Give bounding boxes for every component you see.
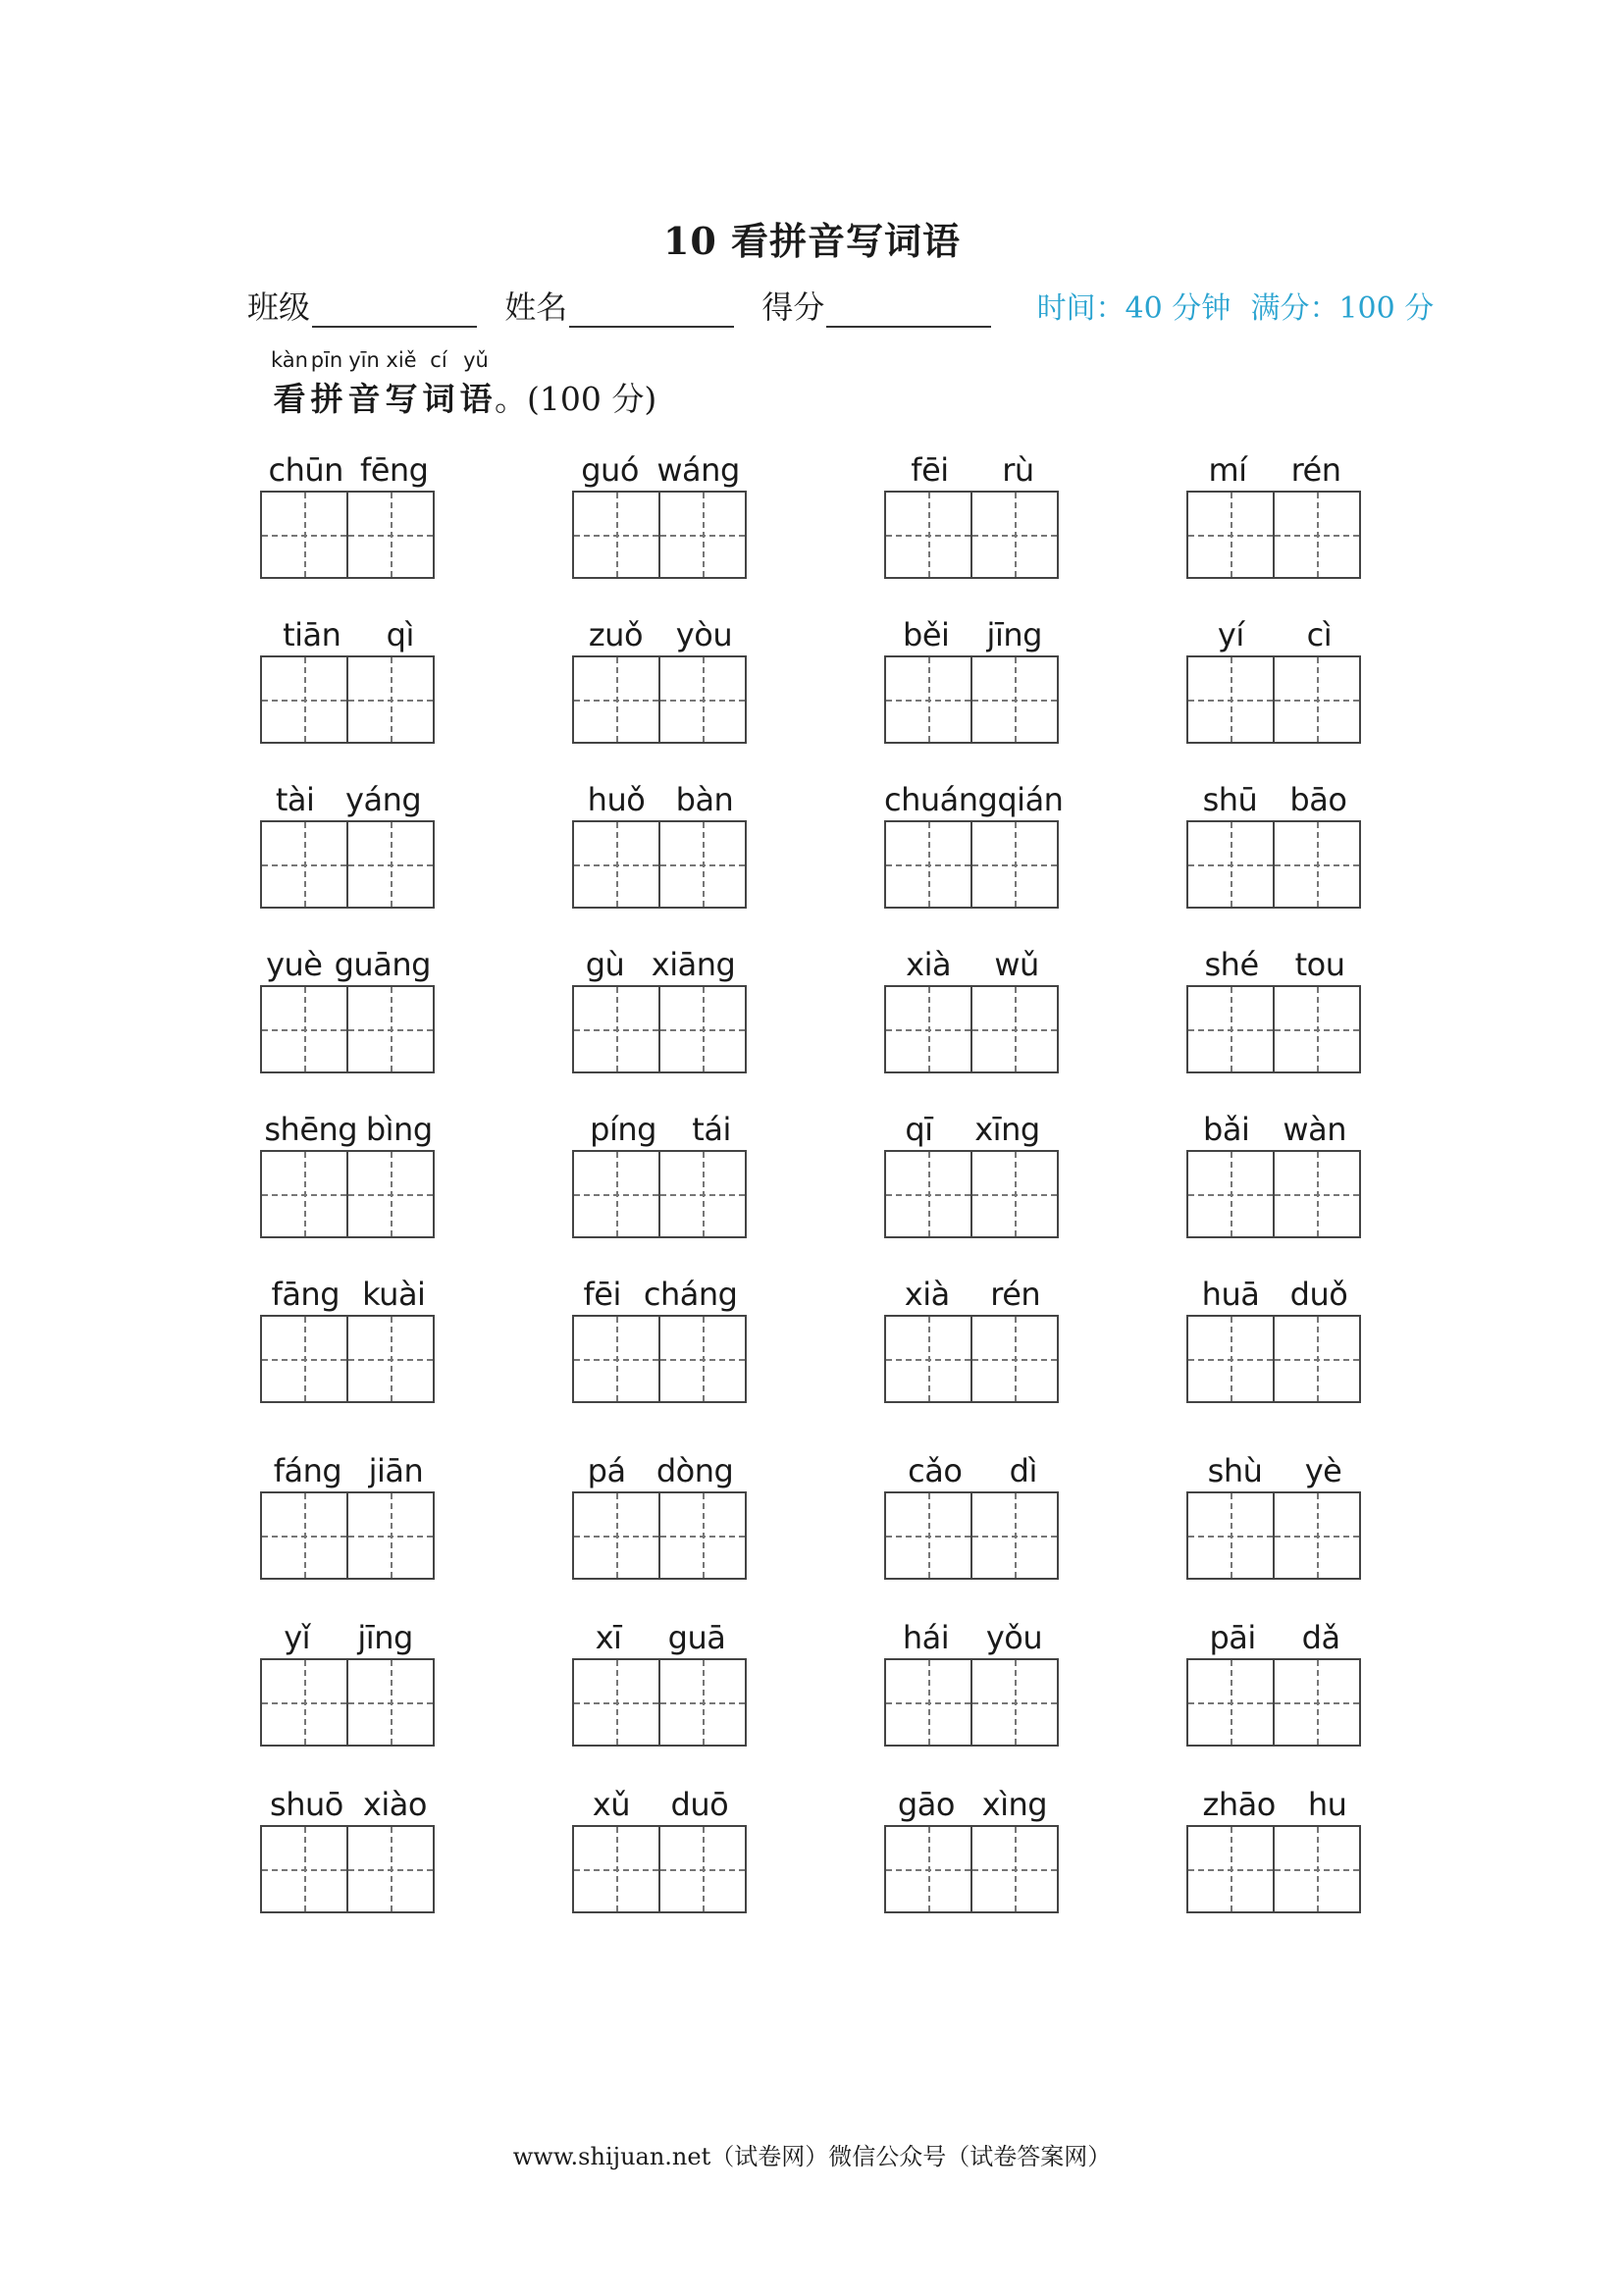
writing-boxes	[260, 1150, 435, 1238]
word-pinyin	[1186, 779, 1363, 820]
tianzige-box[interactable]	[574, 822, 658, 907]
word-item	[1186, 779, 1363, 909]
tianzige-box[interactable]	[886, 1827, 970, 1911]
score-blank[interactable]	[826, 296, 991, 328]
writing-boxes	[884, 1150, 1059, 1238]
tianzige-box[interactable]	[1273, 1827, 1359, 1911]
word-item	[572, 1450, 749, 1580]
pinyin-syllable: huǒ	[587, 781, 646, 818]
word-item	[1186, 1784, 1363, 1913]
word-pinyin	[572, 449, 749, 491]
word-pinyin	[1186, 1617, 1363, 1658]
word-pinyin	[1186, 614, 1363, 655]
pinyin-syllable: duō	[670, 1786, 729, 1823]
tianzige-box[interactable]	[658, 657, 745, 742]
writing-boxes	[572, 655, 747, 744]
word-pinyin	[1186, 1109, 1363, 1150]
word-pinyin	[884, 1109, 1061, 1150]
pinyin-syllable: yáng	[345, 781, 422, 818]
word-item	[1186, 944, 1363, 1073]
footer-source: www.shijuan.net（试卷网）微信公众号（试卷答案网）	[512, 2143, 1112, 2170]
pinyin-syllable: zuǒ	[588, 616, 644, 653]
tianzige-box[interactable]	[886, 1493, 970, 1578]
word-item	[1186, 1450, 1363, 1580]
word-item	[260, 614, 437, 744]
pinyin-syllable: guā	[667, 1619, 726, 1656]
tianzige-box[interactable]	[1188, 822, 1273, 907]
writing-boxes	[572, 985, 747, 1073]
pinyin-syllable: shēng	[264, 1111, 358, 1148]
class-label: 班级	[247, 288, 311, 326]
tianzige-box[interactable]	[1273, 657, 1359, 742]
word-pinyin	[884, 449, 1061, 491]
pinyin-syllable: wáng	[656, 451, 740, 489]
tianzige-box[interactable]	[262, 1827, 346, 1911]
tianzige-box[interactable]	[658, 1317, 745, 1401]
word-pinyin	[1186, 1274, 1363, 1315]
word-pinyin	[572, 1617, 749, 1658]
word-pinyin	[884, 1450, 1061, 1491]
pinyin-syllable: xià	[906, 946, 952, 983]
instruction-pinyin	[271, 348, 656, 372]
pinyin-syllable: bǎi	[1203, 1111, 1250, 1148]
tianzige-box[interactable]	[1188, 1152, 1273, 1236]
word-pinyin	[572, 1109, 749, 1150]
pinyin-syllable: fāng	[271, 1276, 341, 1313]
tianzige-box[interactable]	[574, 493, 658, 577]
pinyin-syllable: yǒu	[985, 1619, 1043, 1656]
tianzige-box[interactable]	[658, 1493, 745, 1578]
writing-boxes	[1186, 985, 1361, 1073]
pinyin-syllable: pāi	[1209, 1619, 1256, 1656]
name-blank[interactable]	[569, 296, 734, 328]
instruction-text	[271, 374, 656, 420]
tianzige-box[interactable]	[262, 1493, 346, 1578]
word-item	[572, 1109, 749, 1238]
tianzige-box[interactable]	[1188, 987, 1273, 1071]
tianzige-box[interactable]	[574, 1493, 658, 1578]
tianzige-box[interactable]	[658, 1827, 745, 1911]
tianzige-box[interactable]	[1188, 493, 1273, 577]
pinyin-syllable: wàn	[1283, 1111, 1346, 1148]
instruction-char: 语	[459, 380, 493, 418]
name-field[interactable]	[504, 288, 744, 326]
tianzige-box[interactable]	[1188, 1493, 1273, 1578]
word-item	[1186, 1109, 1363, 1238]
pinyin-syllable: huā	[1201, 1276, 1260, 1313]
word-pinyin	[260, 1617, 437, 1658]
pinyin-syllable: guó	[581, 451, 639, 489]
writing-boxes	[884, 1315, 1059, 1403]
pinyin-syllable: kuài	[362, 1276, 426, 1313]
time-limit: 时间：40 分钟	[1036, 291, 1231, 326]
writing-boxes	[260, 1491, 435, 1580]
pinyin-syllable: xīng	[974, 1111, 1040, 1148]
writing-boxes	[884, 655, 1059, 744]
tianzige-box[interactable]	[262, 987, 346, 1071]
pinyin-syllable: gāo	[897, 1786, 955, 1823]
pinyin-syllable: rén	[990, 1276, 1041, 1313]
word-pinyin	[884, 1617, 1061, 1658]
instruction-char: 拼	[310, 380, 343, 418]
word-item	[260, 1784, 437, 1913]
pinyin-syllable: gù	[585, 946, 625, 983]
writing-boxes	[572, 1150, 747, 1238]
word-item	[884, 614, 1061, 744]
tianzige-box[interactable]	[658, 987, 745, 1071]
pinyin-syllable: yòu	[675, 616, 733, 653]
tianzige-box[interactable]	[574, 657, 658, 742]
writing-boxes	[572, 1315, 747, 1403]
tianzige-box[interactable]	[262, 822, 346, 907]
word-pinyin	[260, 1450, 437, 1491]
pinyin-syllable: fēi	[583, 1276, 621, 1313]
word-pinyin	[260, 1109, 437, 1150]
pinyin-syllable: guāng	[334, 946, 431, 983]
writing-boxes	[1186, 820, 1361, 909]
full-score: 满分：100 分	[1250, 291, 1435, 326]
word-pinyin	[572, 779, 749, 820]
tianzige-box[interactable]	[970, 657, 1057, 742]
instruction-pinyin-syllable: xiě	[386, 348, 417, 372]
tianzige-box[interactable]	[346, 1660, 433, 1745]
pinyin-syllable: fēng	[359, 451, 429, 489]
pinyin-syllable: jiān	[368, 1452, 424, 1489]
tianzige-box[interactable]	[1188, 657, 1273, 742]
tianzige-box[interactable]	[886, 987, 970, 1071]
pinyin-syllable: fēi	[911, 451, 949, 489]
tianzige-box[interactable]	[346, 822, 433, 907]
word-pinyin	[1186, 944, 1363, 985]
tianzige-box[interactable]	[970, 493, 1057, 577]
word-item	[884, 449, 1061, 579]
tianzige-box[interactable]	[1273, 1493, 1359, 1578]
name-label: 姓名	[504, 288, 568, 326]
word-item	[1186, 1274, 1363, 1403]
pinyin-syllable: běi	[903, 616, 950, 653]
tianzige-box[interactable]	[346, 1827, 433, 1911]
instruction-pinyin-syllable: yīn	[348, 348, 380, 372]
instruction-pinyin-syllable: yǔ	[463, 348, 489, 372]
word-item	[884, 1109, 1061, 1238]
word-pinyin	[884, 1274, 1061, 1315]
tianzige-box[interactable]	[574, 1152, 658, 1236]
pinyin-syllable: bāo	[1289, 781, 1347, 818]
tianzige-box[interactable]	[970, 1660, 1057, 1745]
class-blank[interactable]	[312, 296, 477, 328]
pinyin-syllable: shū	[1202, 781, 1258, 818]
tianzige-box[interactable]	[1188, 1317, 1273, 1401]
instruction-char: 音	[347, 380, 381, 418]
tianzige-box[interactable]	[262, 1317, 346, 1401]
tianzige-box[interactable]	[658, 1152, 745, 1236]
word-item	[884, 1617, 1061, 1747]
pinyin-syllable: cì	[1306, 616, 1333, 653]
score-field[interactable]	[761, 288, 1001, 326]
pinyin-syllable: cǎo	[908, 1452, 963, 1489]
tianzige-box[interactable]	[1273, 493, 1359, 577]
word-pinyin	[572, 944, 749, 985]
pinyin-syllable: dǎ	[1301, 1619, 1340, 1656]
tianzige-box[interactable]	[346, 493, 433, 577]
instruction-char: 看	[273, 380, 306, 418]
word-pinyin	[260, 779, 437, 820]
tianzige-box[interactable]	[970, 1493, 1057, 1578]
tianzige-box[interactable]	[970, 987, 1057, 1071]
tianzige-box[interactable]	[970, 1317, 1057, 1401]
pinyin-syllable: xìng	[981, 1786, 1048, 1823]
pinyin-syllable: hu	[1307, 1786, 1347, 1823]
word-pinyin	[260, 944, 437, 985]
tianzige-box[interactable]	[574, 1827, 658, 1911]
word-pinyin	[260, 1274, 437, 1315]
instruction-pinyin-syllable: cí	[430, 348, 447, 372]
word-item	[1186, 1617, 1363, 1747]
instruction	[271, 348, 656, 420]
tianzige-box[interactable]	[1273, 1152, 1359, 1236]
word-item	[572, 1274, 749, 1403]
word-pinyin	[260, 449, 437, 491]
writing-boxes	[260, 491, 435, 579]
pinyin-syllable: zhāo	[1202, 1786, 1276, 1823]
pinyin-syllable: shù	[1207, 1452, 1263, 1489]
word-pinyin	[884, 944, 1061, 985]
tianzige-box[interactable]	[1273, 822, 1359, 907]
tianzige-box[interactable]	[970, 822, 1057, 907]
pinyin-syllable: qì	[386, 616, 414, 653]
pinyin-syllable: bìng	[365, 1111, 433, 1148]
pinyin-syllable: chūn	[268, 451, 343, 489]
word-item	[260, 944, 437, 1073]
word-pinyin	[884, 779, 1064, 820]
pinyin-syllable: chuáng	[884, 781, 998, 818]
writing-boxes	[572, 491, 747, 579]
word-pinyin	[1186, 1450, 1363, 1491]
tianzige-box[interactable]	[262, 1152, 346, 1236]
tianzige-box[interactable]	[886, 657, 970, 742]
writing-boxes	[884, 1825, 1059, 1913]
instruction-pinyin-syllable: kàn	[271, 348, 308, 372]
writing-boxes	[260, 1658, 435, 1747]
pinyin-syllable: shuō	[270, 1786, 343, 1823]
word-pinyin	[884, 614, 1061, 655]
pinyin-syllable: fáng	[273, 1452, 342, 1489]
tianzige-box[interactable]	[886, 1317, 970, 1401]
word-item	[572, 614, 749, 744]
word-item	[260, 449, 437, 579]
tianzige-box[interactable]	[658, 493, 745, 577]
pinyin-syllable: rén	[1290, 451, 1341, 489]
word-item	[884, 1450, 1061, 1580]
writing-boxes	[1186, 1658, 1361, 1747]
instruction-char: 词	[422, 380, 455, 418]
word-pinyin	[572, 1450, 749, 1491]
tianzige-box[interactable]	[1188, 1660, 1273, 1745]
word-item	[1186, 449, 1363, 579]
word-pinyin	[1186, 449, 1363, 491]
pinyin-syllable: bàn	[675, 781, 734, 818]
pinyin-syllable: dì	[1009, 1452, 1037, 1489]
writing-boxes	[260, 820, 435, 909]
tianzige-box[interactable]	[970, 1827, 1057, 1911]
pinyin-syllable: pá	[587, 1452, 626, 1489]
writing-boxes	[884, 1491, 1059, 1580]
word-item	[884, 1784, 1061, 1913]
instruction-pinyin-syllable: pīn	[310, 348, 343, 372]
tianzige-box[interactable]	[658, 822, 745, 907]
word-item	[572, 779, 749, 909]
pinyin-syllable: qī	[905, 1111, 933, 1148]
writing-boxes	[572, 820, 747, 909]
tianzige-box[interactable]	[1273, 987, 1359, 1071]
tianzige-box[interactable]	[1273, 1660, 1359, 1745]
pinyin-syllable: yí	[1217, 616, 1244, 653]
instruction-score: 。(100 分)	[495, 380, 657, 418]
writing-boxes	[572, 1491, 747, 1580]
word-item	[1186, 614, 1363, 744]
pinyin-syllable: qián	[997, 781, 1064, 818]
word-item	[572, 1784, 749, 1913]
pinyin-syllable: tiān	[283, 616, 341, 653]
word-pinyin	[572, 1784, 749, 1825]
tianzige-box[interactable]	[1273, 1317, 1359, 1401]
word-item	[260, 779, 437, 909]
pinyin-syllable: duǒ	[1289, 1276, 1348, 1313]
writing-boxes	[572, 1658, 747, 1747]
writing-boxes	[1186, 1825, 1361, 1913]
pinyin-syllable: rù	[1002, 451, 1034, 489]
word-pinyin	[260, 1784, 437, 1825]
pinyin-syllable: dòng	[655, 1452, 734, 1489]
tianzige-box[interactable]	[970, 1152, 1057, 1236]
word-item	[572, 944, 749, 1073]
pinyin-syllable: tái	[692, 1111, 731, 1148]
tianzige-box[interactable]	[262, 493, 346, 577]
instruction-char: 写	[385, 380, 418, 418]
word-pinyin	[260, 614, 437, 655]
pinyin-syllable: yè	[1304, 1452, 1342, 1489]
pinyin-syllable: wǔ	[994, 946, 1039, 983]
pinyin-syllable: cháng	[643, 1276, 738, 1313]
writing-boxes	[884, 491, 1059, 579]
writing-boxes	[1186, 1491, 1361, 1580]
word-pinyin	[884, 1784, 1061, 1825]
tianzige-box[interactable]	[886, 1152, 970, 1236]
student-info-row	[247, 283, 1434, 328]
tianzige-box[interactable]	[262, 1660, 346, 1745]
writing-boxes	[260, 655, 435, 744]
pinyin-syllable: tou	[1294, 946, 1345, 983]
pinyin-syllable: xià	[904, 1276, 950, 1313]
word-item	[572, 449, 749, 579]
word-item	[260, 1274, 437, 1403]
writing-boxes	[260, 985, 435, 1073]
tianzige-box[interactable]	[574, 1660, 658, 1745]
word-pinyin	[572, 1274, 749, 1315]
pinyin-syllable: jīng	[357, 1619, 413, 1656]
tianzige-box[interactable]	[346, 657, 433, 742]
pinyin-syllable: shé	[1204, 946, 1259, 983]
pinyin-syllable: mí	[1208, 451, 1247, 489]
tianzige-box[interactable]	[346, 987, 433, 1071]
tianzige-box[interactable]	[886, 822, 970, 907]
pinyin-syllable: yuè	[266, 946, 323, 983]
word-item	[260, 1109, 437, 1238]
page-title: 10 看拼音写词语	[662, 219, 962, 263]
word-item	[884, 1274, 1061, 1403]
tianzige-box[interactable]	[346, 1493, 433, 1578]
writing-boxes	[1186, 655, 1361, 744]
tianzige-box[interactable]	[658, 1660, 745, 1745]
word-pinyin	[572, 614, 749, 655]
word-item	[572, 1617, 749, 1747]
pinyin-syllable: hái	[902, 1619, 950, 1656]
pinyin-syllable: xiāng	[651, 946, 736, 983]
word-item	[260, 1617, 437, 1747]
word-item	[884, 779, 1064, 909]
tianzige-box[interactable]	[574, 1317, 658, 1401]
pinyin-syllable: xiào	[362, 1786, 427, 1823]
writing-boxes	[260, 1825, 435, 1913]
tianzige-box[interactable]	[346, 1317, 433, 1401]
word-pinyin	[1186, 1784, 1363, 1825]
writing-boxes	[884, 1658, 1059, 1747]
tianzige-box[interactable]	[262, 657, 346, 742]
word-item	[260, 1450, 437, 1580]
tianzige-box[interactable]	[574, 987, 658, 1071]
tianzige-box[interactable]	[886, 493, 970, 577]
score-label: 得分	[761, 288, 825, 326]
tianzige-box[interactable]	[1188, 1827, 1273, 1911]
writing-boxes	[1186, 491, 1361, 579]
tianzige-box[interactable]	[886, 1660, 970, 1745]
pinyin-syllable: xǔ	[592, 1786, 630, 1823]
pinyin-syllable: tài	[275, 781, 315, 818]
writing-boxes	[260, 1315, 435, 1403]
pinyin-syllable: yǐ	[284, 1619, 311, 1656]
pinyin-syllable: xī	[595, 1619, 622, 1656]
tianzige-box[interactable]	[346, 1152, 433, 1236]
writing-boxes	[1186, 1315, 1361, 1403]
pinyin-syllable: jīng	[986, 616, 1042, 653]
word-item	[884, 944, 1061, 1073]
pinyin-syllable: píng	[590, 1111, 656, 1148]
writing-boxes	[572, 1825, 747, 1913]
writing-boxes	[1186, 1150, 1361, 1238]
writing-boxes	[884, 985, 1059, 1073]
class-field[interactable]	[247, 288, 487, 326]
writing-boxes	[884, 820, 1059, 909]
